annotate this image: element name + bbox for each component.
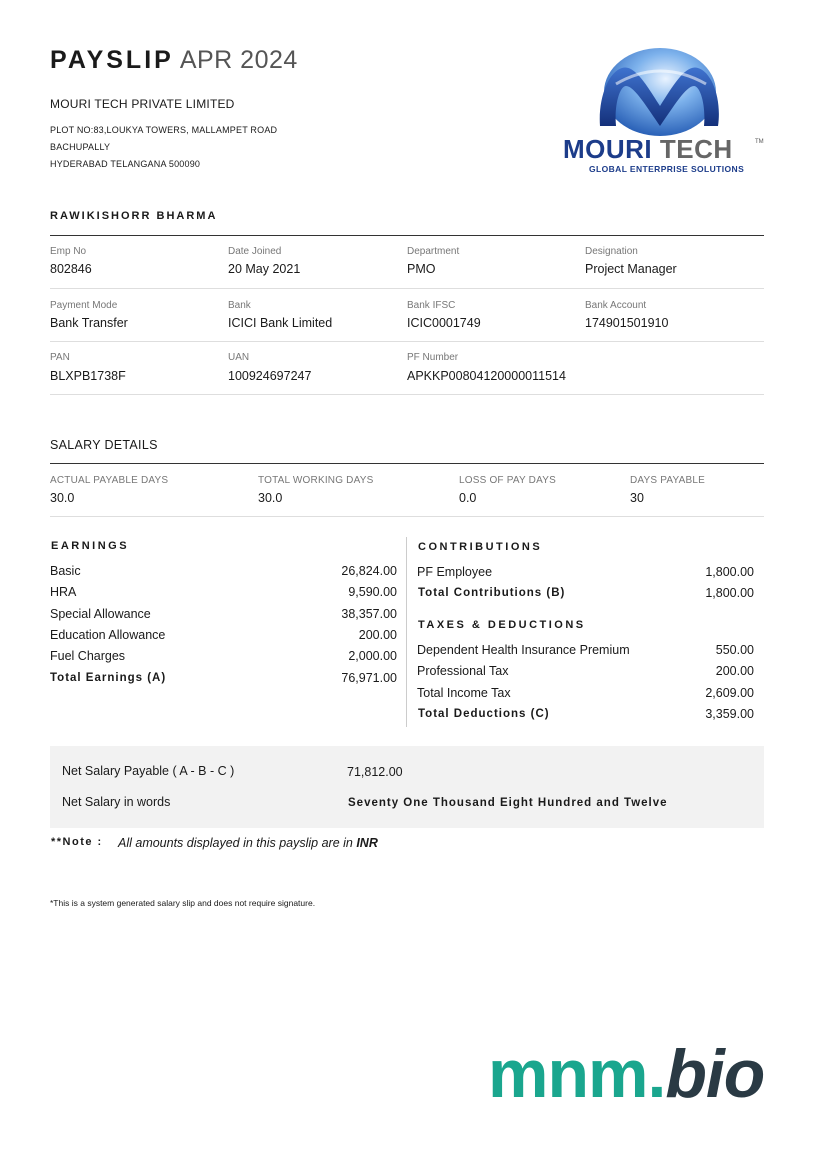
uan-label: UAN <box>228 352 250 363</box>
payment-mode-value: Bank Transfer <box>50 316 128 330</box>
logo-tagline: GLOBAL ENTERPRISE SOLUTIONS <box>589 164 745 174</box>
designation-label: Designation <box>585 246 638 257</box>
earning-label: Basic <box>50 564 81 578</box>
date-joined-value: 20 May 2021 <box>228 262 301 276</box>
address-line-2: BACHUPALLY <box>50 142 111 152</box>
actual-payable-days-label: ACTUAL PAYABLE DAYS <box>50 475 169 486</box>
bank-account-label: Bank Account <box>585 300 647 311</box>
uan-value: 100924697247 <box>228 369 312 383</box>
total-working-days-label: TOTAL WORKING DAYS <box>258 475 374 486</box>
total-earnings-amount: 76,971.00 <box>341 671 397 685</box>
emp-no-label: Emp No <box>50 246 87 257</box>
bank-value: ICICI Bank Limited <box>228 316 333 330</box>
earning-label: HRA <box>50 585 77 599</box>
deduction-amount: 200.00 <box>715 664 754 678</box>
days-payable-label: DAYS PAYABLE <box>630 475 706 486</box>
total-contributions-label: Total Contributions (B) <box>418 587 566 599</box>
deduction-amount: 550.00 <box>715 643 754 657</box>
contribution-label: PF Employee <box>417 565 493 579</box>
divider <box>50 341 764 342</box>
payment-mode-label: Payment Mode <box>50 300 118 311</box>
deduction-amount: 2,609.00 <box>705 686 754 700</box>
pan-label: PAN <box>50 352 70 363</box>
system-generated-note: *This is a system generated salary slip and does not require signature. <box>50 898 316 908</box>
divider <box>50 463 764 464</box>
earning-label: Fuel Charges <box>50 649 126 663</box>
note-label: **Note : <box>51 836 103 848</box>
bank-label: Bank <box>228 300 251 311</box>
department-label: Department <box>407 246 460 257</box>
net-payable-value: 71,812.00 <box>347 765 403 779</box>
title-period: APR 2024 <box>179 46 298 74</box>
earning-label: Education Allowance <box>50 628 166 642</box>
employee-name: RAWIKISHORR BHARMA <box>50 210 218 222</box>
earnings-heading: EARNINGS <box>51 540 130 552</box>
address-line-3: HYDERABAD TELANGANA 500090 <box>50 159 201 169</box>
total-deductions-label: Total Deductions (C) <box>418 708 550 720</box>
net-payable-label: Net Salary Payable ( A - B - C ) <box>62 764 235 778</box>
earning-amount: 26,824.00 <box>341 564 397 578</box>
currency: INR <box>356 836 378 850</box>
net-words-label: Net Salary in words <box>62 795 171 809</box>
deduction-label: Total Income Tax <box>417 686 511 700</box>
logo-trademark: TM <box>755 139 764 145</box>
title-bold: PAYSLIP <box>50 46 174 74</box>
net-salary-panel <box>50 746 764 828</box>
contribution-amount: 1,800.00 <box>705 565 754 579</box>
earning-amount: 2,000.00 <box>348 649 397 663</box>
column-divider <box>406 537 407 727</box>
deduction-label: Dependent Health Insurance Premium <box>417 643 630 657</box>
earning-amount: 200.00 <box>358 628 397 642</box>
earning-amount: 9,590.00 <box>348 585 397 599</box>
emp-no-value: 802846 <box>50 262 92 276</box>
designation-value: Project Manager <box>585 262 677 276</box>
total-earnings-label: Total Earnings (A) <box>50 672 167 684</box>
divider <box>50 394 764 395</box>
payslip-title <box>50 46 298 75</box>
total-deductions-amount: 3,359.00 <box>705 707 754 721</box>
contributions-heading: CONTRIBUTIONS <box>418 541 543 553</box>
logo-wordmark: MOURI TECH <box>563 134 733 164</box>
actual-payable-days-value: 30.0 <box>50 491 75 505</box>
divider <box>50 288 764 289</box>
bank-ifsc-label: Bank IFSC <box>407 300 456 311</box>
total-working-days-value: 30.0 <box>258 491 283 505</box>
loss-of-pay-days-value: 0.0 <box>459 491 477 505</box>
pf-number-label: PF Number <box>407 352 459 363</box>
net-words-value: Seventy One Thousand Eight Hundred and Twelve <box>348 797 668 809</box>
note-text: All amounts displayed in this payslip are in INR <box>118 836 378 850</box>
earning-amount: 38,357.00 <box>341 607 397 621</box>
pf-number-value: APKKP00804120000011514 <box>407 369 566 383</box>
earning-label: Special Allowance <box>50 607 151 621</box>
divider <box>50 235 764 236</box>
deduction-label: Professional Tax <box>417 664 509 678</box>
company-name: MOURI TECH PRIVATE LIMITED <box>50 97 235 111</box>
watermark: mnm.bio <box>488 1036 765 1112</box>
address-line-1: PLOT NO:83,LOUKYA TOWERS, MALLAMPET ROAD <box>50 125 278 135</box>
divider <box>50 516 764 517</box>
date-joined-label: Date Joined <box>228 246 282 257</box>
days-payable-value: 30 <box>630 491 644 505</box>
department-value: PMO <box>407 262 436 276</box>
bank-ifsc-value: ICIC0001749 <box>407 316 481 330</box>
deductions-heading: TAXES & DEDUCTIONS <box>418 619 586 631</box>
pan-value: BLXPB1738F <box>50 369 126 383</box>
salary-details-title: SALARY DETAILS <box>50 438 158 452</box>
bank-account-value: 174901501910 <box>585 316 669 330</box>
total-contributions-amount: 1,800.00 <box>705 586 754 600</box>
loss-of-pay-days-label: LOSS OF PAY DAYS <box>459 475 556 486</box>
